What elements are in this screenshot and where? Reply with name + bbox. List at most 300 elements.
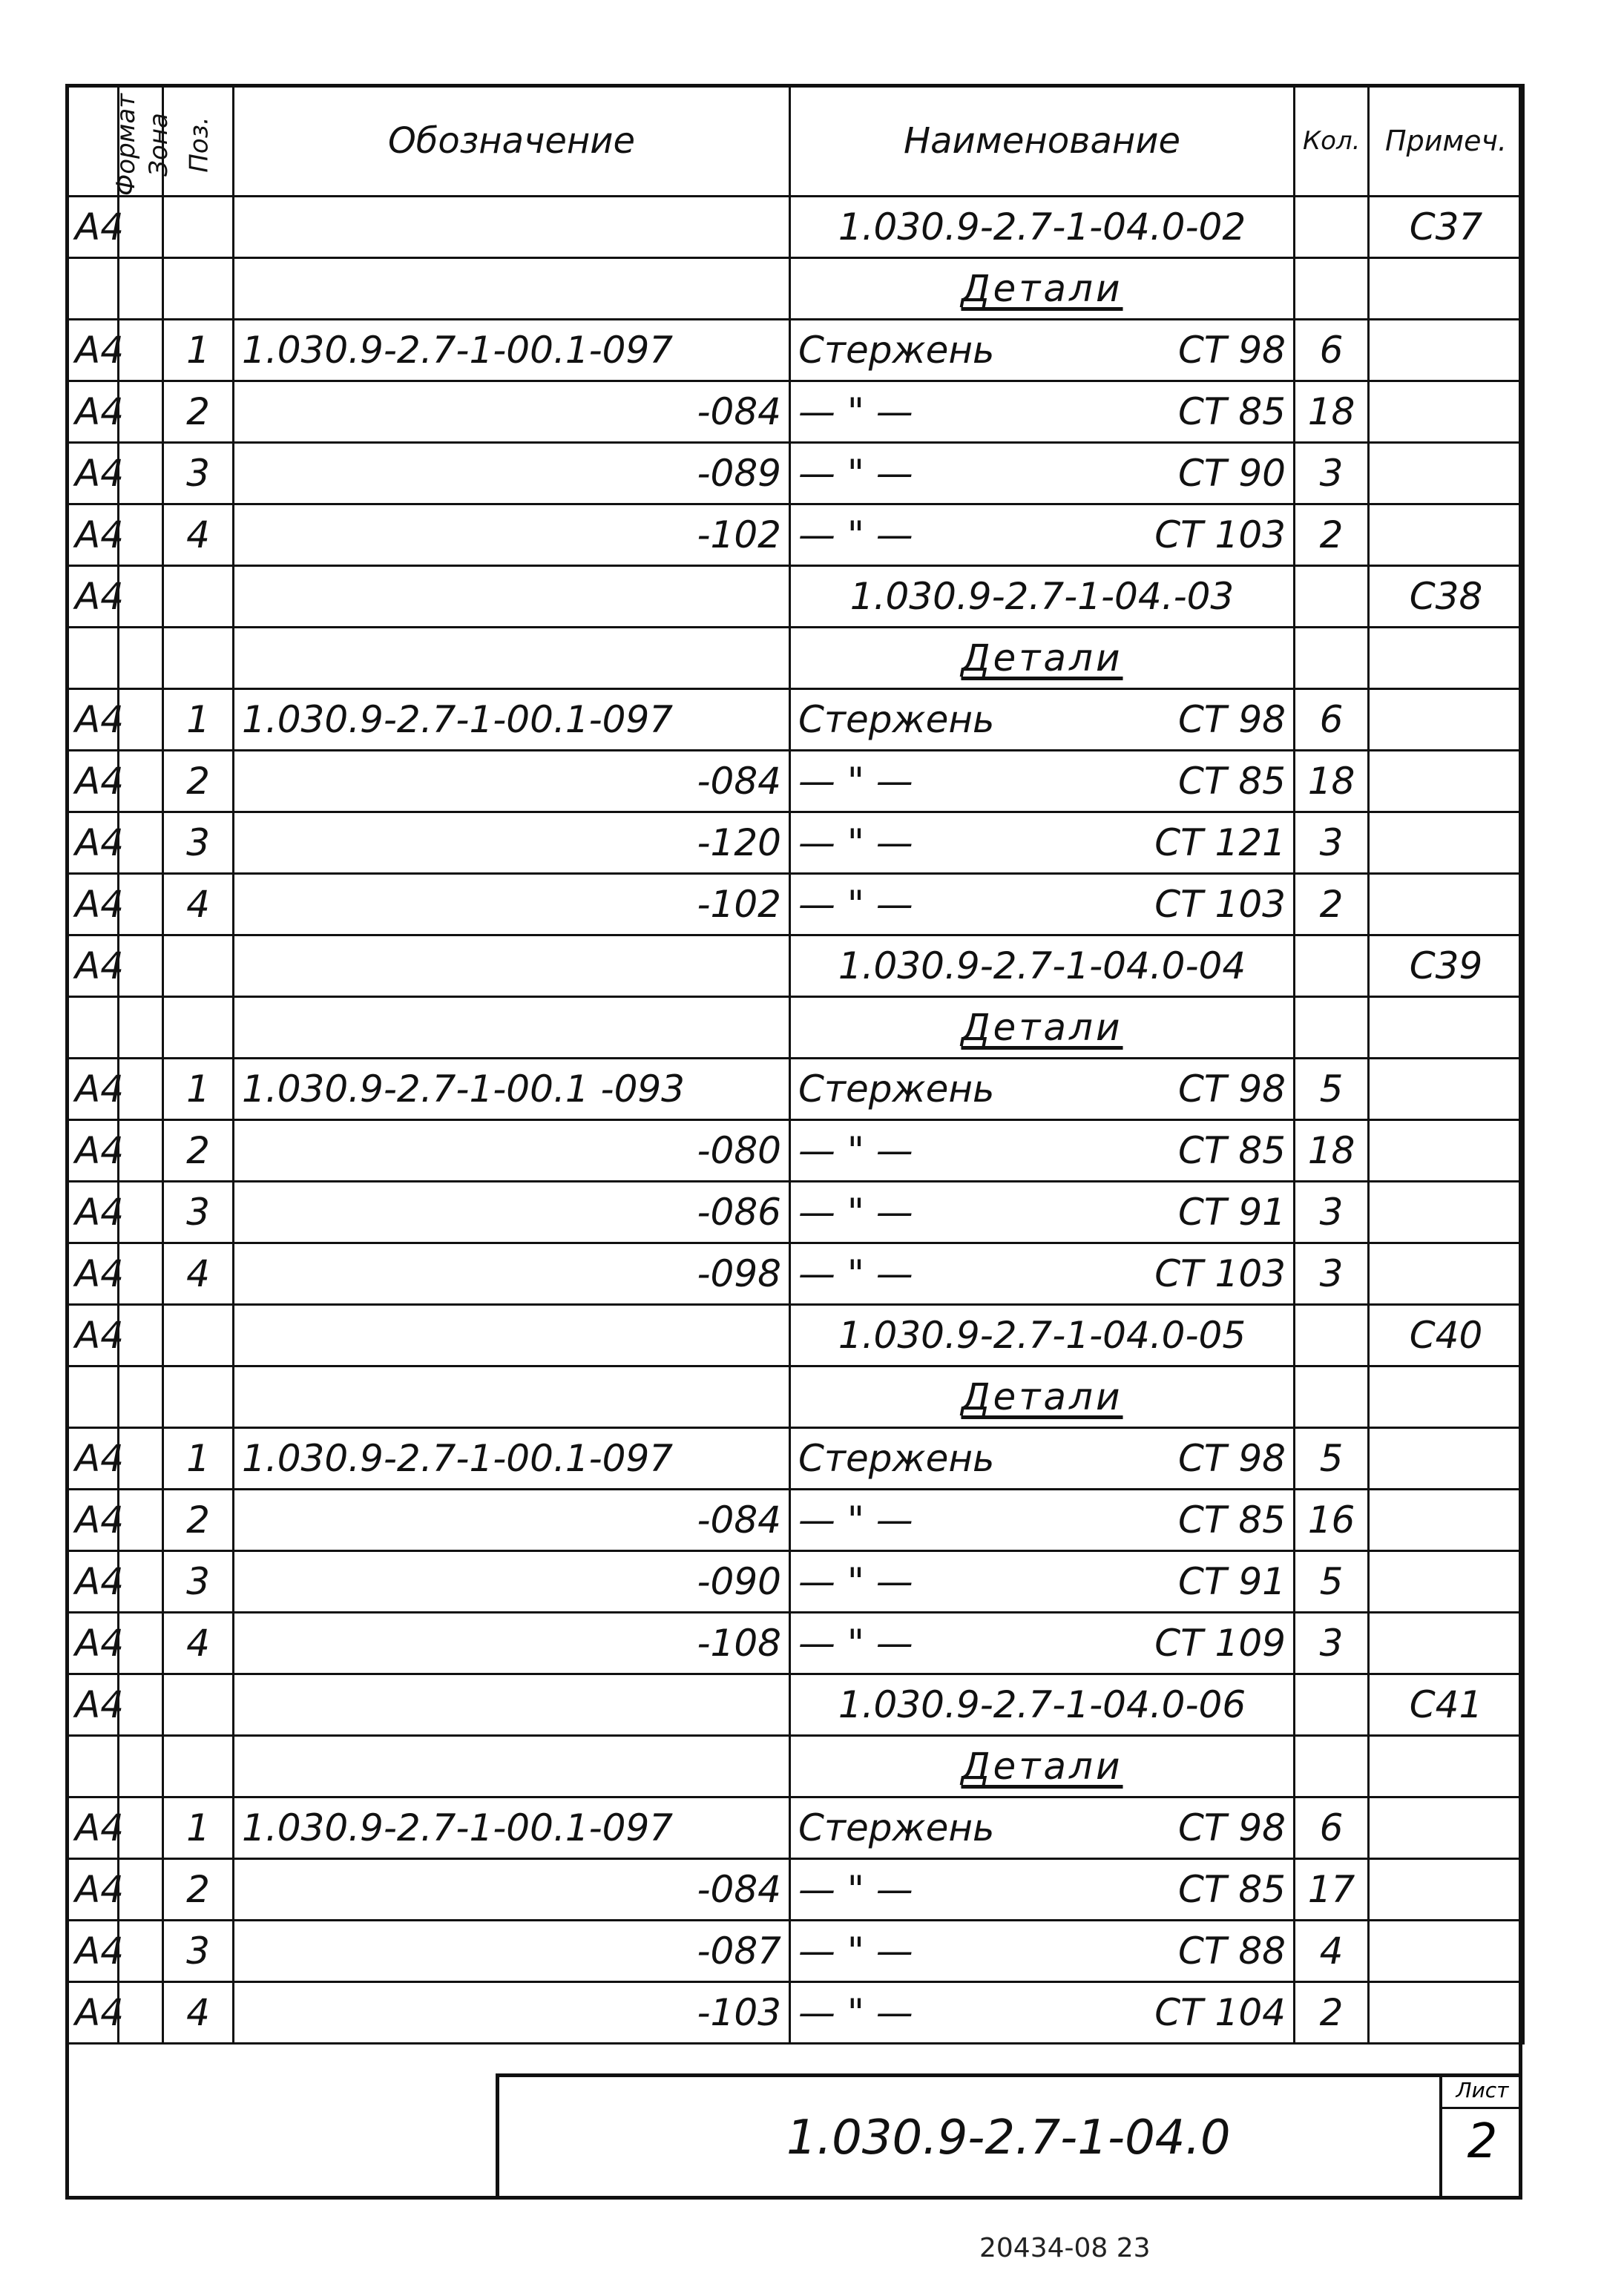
cell-format: А4 xyxy=(67,1921,119,1982)
cell-format xyxy=(67,997,119,1059)
part-name: — " — xyxy=(798,1560,913,1603)
table-row xyxy=(67,381,1524,443)
cell-pos xyxy=(163,1736,234,1797)
part-name: — " — xyxy=(798,1930,913,1973)
cell-zone xyxy=(119,1366,163,1428)
cell-qty: 18 xyxy=(1295,1120,1369,1182)
cell-note: С41 xyxy=(1369,1674,1524,1736)
cell-note xyxy=(1369,997,1524,1059)
cell-qty: 17 xyxy=(1295,1859,1369,1921)
cell-zone xyxy=(119,689,163,751)
cell-name xyxy=(790,1428,1295,1490)
cell-note xyxy=(1369,812,1524,874)
cell-zone xyxy=(119,1613,163,1674)
cell-format: А4 xyxy=(67,1613,119,1674)
table-row xyxy=(67,1059,1524,1120)
cell-zone xyxy=(119,1859,163,1921)
assembly-code: 1.030.9-2.7-1-04.0-02 xyxy=(838,205,1246,249)
table-row xyxy=(67,1243,1524,1305)
cell-note xyxy=(1369,1490,1524,1551)
cell-note xyxy=(1369,443,1524,504)
cell-qty xyxy=(1295,935,1369,997)
cell-name xyxy=(790,1120,1295,1182)
cell-designation xyxy=(234,566,790,628)
cell-format: А4 xyxy=(67,504,119,566)
cell-zone xyxy=(119,1797,163,1859)
cell-format: А4 xyxy=(67,1120,119,1182)
table-row xyxy=(67,689,1524,751)
cell-pos: 4 xyxy=(163,1982,234,2044)
header-format: Формат xyxy=(67,85,119,197)
cell-qty xyxy=(1295,197,1369,258)
cell-name xyxy=(790,1613,1295,1674)
cell-format xyxy=(67,628,119,689)
cell-note xyxy=(1369,1982,1524,2044)
cell-designation: -089 xyxy=(234,443,790,504)
cell-designation: 1.030.9-2.7-1-00.1 -093 xyxy=(234,1059,790,1120)
table-row xyxy=(67,320,1524,381)
part-name: — " — xyxy=(798,513,913,556)
cell-name xyxy=(790,1243,1295,1305)
cell-designation: -120 xyxy=(234,812,790,874)
cell-note xyxy=(1369,381,1524,443)
header-note: Примеч. xyxy=(1369,85,1524,197)
cell-note xyxy=(1369,1243,1524,1305)
cell-note xyxy=(1369,874,1524,935)
cell-name xyxy=(790,1551,1295,1613)
part-name: — " — xyxy=(798,390,913,433)
cell-format: А4 xyxy=(67,197,119,258)
cell-note: С39 xyxy=(1369,935,1524,997)
cell-note xyxy=(1369,1059,1524,1120)
cell-pos: 1 xyxy=(163,320,234,381)
cell-designation: -086 xyxy=(234,1182,790,1243)
cell-pos xyxy=(163,1366,234,1428)
header-designation: Обозначение xyxy=(234,85,790,197)
specification-table xyxy=(65,84,1525,2045)
steel-mark: СТ 109 xyxy=(1154,1622,1286,1665)
table-row xyxy=(67,1551,1524,1613)
cell-pos: 1 xyxy=(163,1797,234,1859)
cell-format: А4 xyxy=(67,320,119,381)
cell-note: С38 xyxy=(1369,566,1524,628)
cell-pos: 3 xyxy=(163,1551,234,1613)
cell-zone xyxy=(119,1982,163,2044)
table-row xyxy=(67,1366,1524,1428)
cell-name xyxy=(790,1366,1295,1428)
cell-pos: 3 xyxy=(163,443,234,504)
assembly-code: 1.030.9-2.7-1-04.0-04 xyxy=(838,944,1246,987)
cell-zone xyxy=(119,997,163,1059)
table-row xyxy=(67,751,1524,812)
cell-pos: 2 xyxy=(163,1120,234,1182)
cell-qty: 3 xyxy=(1295,1613,1369,1674)
cell-name xyxy=(790,320,1295,381)
cell-note xyxy=(1369,628,1524,689)
cell-designation xyxy=(234,1305,790,1366)
part-name: Стержень xyxy=(798,698,995,741)
sheet-label: Лист xyxy=(1442,2073,1522,2109)
cell-qty: 6 xyxy=(1295,689,1369,751)
table-row xyxy=(67,1613,1524,1674)
cell-qty: 2 xyxy=(1295,504,1369,566)
cell-format: А4 xyxy=(67,1859,119,1921)
table-row xyxy=(67,1490,1524,1551)
part-name: — " — xyxy=(798,1129,913,1172)
cell-pos: 3 xyxy=(163,812,234,874)
cell-qty: 2 xyxy=(1295,874,1369,935)
cell-zone xyxy=(119,1674,163,1736)
header-zone: Зона xyxy=(119,85,163,197)
table-row xyxy=(67,997,1524,1059)
cell-zone xyxy=(119,1243,163,1305)
cell-designation: 1.030.9-2.7-1-00.1-097 xyxy=(234,320,790,381)
cell-format xyxy=(67,258,119,320)
cell-qty: 4 xyxy=(1295,1921,1369,1982)
cell-name xyxy=(790,689,1295,751)
cell-note xyxy=(1369,1366,1524,1428)
cell-note xyxy=(1369,1736,1524,1797)
cell-zone xyxy=(119,1490,163,1551)
cell-pos: 4 xyxy=(163,504,234,566)
cell-designation xyxy=(234,1674,790,1736)
cell-format: А4 xyxy=(67,689,119,751)
cell-zone xyxy=(119,1428,163,1490)
cell-format: А4 xyxy=(67,566,119,628)
cell-note xyxy=(1369,1797,1524,1859)
steel-mark: СТ 103 xyxy=(1154,883,1286,926)
steel-mark: СТ 85 xyxy=(1178,1499,1286,1542)
cell-qty: 3 xyxy=(1295,443,1369,504)
steel-mark: СТ 91 xyxy=(1178,1191,1286,1234)
cell-name xyxy=(790,1982,1295,2044)
table-row xyxy=(67,258,1524,320)
cell-name xyxy=(790,1859,1295,1921)
cell-note xyxy=(1369,1120,1524,1182)
table-row xyxy=(67,566,1524,628)
table-row xyxy=(67,935,1524,997)
cell-name xyxy=(790,1797,1295,1859)
cell-note xyxy=(1369,1921,1524,1982)
cell-zone xyxy=(119,812,163,874)
cell-name xyxy=(790,935,1295,997)
cell-format: А4 xyxy=(67,1797,119,1859)
assembly-code: 1.030.9-2.7-1-04.0-06 xyxy=(838,1683,1246,1726)
table-row xyxy=(67,1797,1524,1859)
cell-zone xyxy=(119,1551,163,1613)
cell-name xyxy=(790,1305,1295,1366)
steel-mark: СТ 98 xyxy=(1178,329,1286,372)
cell-qty: 18 xyxy=(1295,751,1369,812)
cell-zone xyxy=(119,504,163,566)
part-name: — " — xyxy=(798,1991,913,2034)
cell-zone xyxy=(119,258,163,320)
cell-name xyxy=(790,1490,1295,1551)
cell-format: А4 xyxy=(67,935,119,997)
table-row xyxy=(67,1736,1524,1797)
cell-note xyxy=(1369,1428,1524,1490)
cell-format: А4 xyxy=(67,812,119,874)
assembly-code: 1.030.9-2.7-1-04.0-05 xyxy=(838,1314,1246,1357)
cell-zone xyxy=(119,1305,163,1366)
cell-designation: -084 xyxy=(234,1859,790,1921)
table-row xyxy=(67,197,1524,258)
table-row xyxy=(67,504,1524,566)
cell-designation xyxy=(234,935,790,997)
part-name: — " — xyxy=(798,1191,913,1234)
cell-pos xyxy=(163,1674,234,1736)
table-row xyxy=(67,1305,1524,1366)
cell-designation: -102 xyxy=(234,874,790,935)
cell-pos: 3 xyxy=(163,1182,234,1243)
cell-qty xyxy=(1295,1674,1369,1736)
cell-qty: 3 xyxy=(1295,1182,1369,1243)
cell-name xyxy=(790,874,1295,935)
cell-name xyxy=(790,197,1295,258)
cell-pos xyxy=(163,197,234,258)
cell-designation xyxy=(234,628,790,689)
cell-name xyxy=(790,381,1295,443)
cell-name xyxy=(790,997,1295,1059)
cell-designation: -084 xyxy=(234,381,790,443)
cell-note xyxy=(1369,1613,1524,1674)
cell-format: А4 xyxy=(67,1182,119,1243)
cell-qty: 2 xyxy=(1295,1982,1369,2044)
cell-name xyxy=(790,751,1295,812)
cell-zone xyxy=(119,197,163,258)
cell-format: А4 xyxy=(67,1243,119,1305)
cell-format: А4 xyxy=(67,381,119,443)
cell-name xyxy=(790,1182,1295,1243)
cell-qty xyxy=(1295,628,1369,689)
cell-designation: -108 xyxy=(234,1613,790,1674)
cell-pos: 4 xyxy=(163,874,234,935)
cell-zone xyxy=(119,1120,163,1182)
steel-mark: СТ 85 xyxy=(1178,390,1286,433)
part-name: — " — xyxy=(798,452,913,495)
steel-mark: СТ 98 xyxy=(1178,1068,1286,1111)
cell-qty xyxy=(1295,566,1369,628)
cell-zone xyxy=(119,566,163,628)
cell-designation: 1.030.9-2.7-1-00.1-097 xyxy=(234,1797,790,1859)
cell-qty: 5 xyxy=(1295,1551,1369,1613)
table-row xyxy=(67,1674,1524,1736)
steel-mark: СТ 98 xyxy=(1178,698,1286,741)
cell-pos: 2 xyxy=(163,381,234,443)
cell-pos: 1 xyxy=(163,1428,234,1490)
table-row xyxy=(67,1182,1524,1243)
table-row xyxy=(67,1428,1524,1490)
cell-format: А4 xyxy=(67,1674,119,1736)
cell-qty: 6 xyxy=(1295,1797,1369,1859)
cell-designation: -080 xyxy=(234,1120,790,1182)
cell-note xyxy=(1369,1182,1524,1243)
cell-zone xyxy=(119,935,163,997)
cell-format: А4 xyxy=(67,1305,119,1366)
part-name: Стержень xyxy=(798,1068,995,1111)
cell-format: А4 xyxy=(67,1982,119,2044)
cell-designation: -103 xyxy=(234,1982,790,2044)
cell-qty: 18 xyxy=(1295,381,1369,443)
cell-name xyxy=(790,1674,1295,1736)
cell-format: А4 xyxy=(67,1551,119,1613)
cell-zone xyxy=(119,381,163,443)
sheet-number-box xyxy=(1439,2073,1522,2200)
table-row xyxy=(67,1120,1524,1182)
cell-name xyxy=(790,812,1295,874)
assembly-code: 1.030.9-2.7-1-04.-03 xyxy=(849,575,1235,618)
steel-mark: СТ 121 xyxy=(1154,821,1286,864)
cell-name xyxy=(790,443,1295,504)
cell-designation xyxy=(234,1736,790,1797)
cell-qty: 3 xyxy=(1295,812,1369,874)
cell-format: А4 xyxy=(67,1490,119,1551)
cell-pos xyxy=(163,258,234,320)
cell-pos xyxy=(163,1305,234,1366)
cell-designation xyxy=(234,197,790,258)
cell-qty xyxy=(1295,1736,1369,1797)
cell-zone xyxy=(119,1182,163,1243)
header-qty: Кол. xyxy=(1295,85,1369,197)
cell-designation: 1.030.9-2.7-1-00.1-097 xyxy=(234,689,790,751)
cell-qty: 6 xyxy=(1295,320,1369,381)
section-title: Детали xyxy=(961,1375,1123,1418)
cell-note: С37 xyxy=(1369,197,1524,258)
cell-qty: 16 xyxy=(1295,1490,1369,1551)
steel-mark: СТ 90 xyxy=(1178,452,1286,495)
cell-format xyxy=(67,1736,119,1797)
cell-name xyxy=(790,566,1295,628)
cell-note xyxy=(1369,1551,1524,1613)
cell-note xyxy=(1369,258,1524,320)
sheet-number: 2 xyxy=(1467,2114,1498,2169)
part-name: — " — xyxy=(798,821,913,864)
cell-format: А4 xyxy=(67,751,119,812)
cell-qty: 3 xyxy=(1295,1243,1369,1305)
cell-zone xyxy=(119,1921,163,1982)
steel-mark: СТ 103 xyxy=(1154,513,1286,556)
cell-qty xyxy=(1295,258,1369,320)
cell-name xyxy=(790,258,1295,320)
cell-name xyxy=(790,1059,1295,1120)
part-name: — " — xyxy=(798,1622,913,1665)
cell-designation: -102 xyxy=(234,504,790,566)
table-row xyxy=(67,812,1524,874)
cell-pos: 2 xyxy=(163,1859,234,1921)
part-name: — " — xyxy=(798,1868,913,1911)
steel-mark: СТ 98 xyxy=(1178,1806,1286,1849)
cell-name xyxy=(790,1921,1295,1982)
cell-pos: 1 xyxy=(163,1059,234,1120)
steel-mark: СТ 88 xyxy=(1178,1930,1286,1973)
cell-format: А4 xyxy=(67,443,119,504)
steel-mark: СТ 98 xyxy=(1178,1437,1286,1480)
cell-qty xyxy=(1295,997,1369,1059)
cell-note xyxy=(1369,751,1524,812)
section-title: Детали xyxy=(961,637,1123,680)
header-pos: Поз. xyxy=(163,85,234,197)
cell-qty xyxy=(1295,1366,1369,1428)
cell-pos xyxy=(163,566,234,628)
cell-pos: 4 xyxy=(163,1613,234,1674)
part-name: — " — xyxy=(798,1252,913,1295)
cell-designation: -084 xyxy=(234,751,790,812)
steel-mark: СТ 104 xyxy=(1154,1991,1286,2034)
table-row xyxy=(67,628,1524,689)
cell-pos: 3 xyxy=(163,1921,234,1982)
cell-designation: -090 xyxy=(234,1551,790,1613)
part-name: — " — xyxy=(798,1499,913,1542)
cell-zone xyxy=(119,628,163,689)
cell-qty: 5 xyxy=(1295,1059,1369,1120)
cell-pos: 4 xyxy=(163,1243,234,1305)
table-row xyxy=(67,443,1524,504)
part-name: — " — xyxy=(798,760,913,803)
cell-zone xyxy=(119,320,163,381)
cell-designation xyxy=(234,258,790,320)
cell-designation: 1.030.9-2.7-1-00.1-097 xyxy=(234,1428,790,1490)
table-row xyxy=(67,1859,1524,1921)
cell-designation: -087 xyxy=(234,1921,790,1982)
table-row xyxy=(67,1921,1524,1982)
section-title: Детали xyxy=(961,1006,1123,1049)
steel-mark: СТ 85 xyxy=(1178,1129,1286,1172)
document-code: 1.030.9-2.7-1-04.0 xyxy=(786,2111,1231,2165)
steel-mark: СТ 91 xyxy=(1178,1560,1286,1603)
header-row xyxy=(67,85,1524,197)
cell-designation: -084 xyxy=(234,1490,790,1551)
cell-note xyxy=(1369,504,1524,566)
header-name: Наименование xyxy=(790,85,1295,197)
cell-zone xyxy=(119,1736,163,1797)
cell-zone xyxy=(119,874,163,935)
cell-designation xyxy=(234,1366,790,1428)
part-name: Стержень xyxy=(798,329,995,372)
cell-pos: 2 xyxy=(163,1490,234,1551)
archive-number: 20434-08 23 xyxy=(979,2233,1151,2263)
steel-mark: СТ 85 xyxy=(1178,760,1286,803)
section-title: Детали xyxy=(961,1745,1123,1788)
cell-name xyxy=(790,1736,1295,1797)
cell-note xyxy=(1369,689,1524,751)
steel-mark: СТ 85 xyxy=(1178,1868,1286,1911)
cell-name xyxy=(790,504,1295,566)
cell-format: А4 xyxy=(67,874,119,935)
cell-format: А4 xyxy=(67,1059,119,1120)
cell-format: А4 xyxy=(67,1428,119,1490)
section-title: Детали xyxy=(961,267,1123,310)
cell-qty xyxy=(1295,1305,1369,1366)
part-name: Стержень xyxy=(798,1437,995,1480)
table-row xyxy=(67,1982,1524,2044)
cell-zone xyxy=(119,1059,163,1120)
cell-format xyxy=(67,1366,119,1428)
part-name: Стержень xyxy=(798,1806,995,1849)
cell-designation: -098 xyxy=(234,1243,790,1305)
cell-note xyxy=(1369,320,1524,381)
cell-pos xyxy=(163,628,234,689)
cell-qty: 5 xyxy=(1295,1428,1369,1490)
table-row xyxy=(67,874,1524,935)
cell-zone xyxy=(119,443,163,504)
cell-note xyxy=(1369,1859,1524,1921)
cell-pos: 1 xyxy=(163,689,234,751)
cell-note: С40 xyxy=(1369,1305,1524,1366)
cell-zone xyxy=(119,751,163,812)
cell-name xyxy=(790,628,1295,689)
steel-mark: СТ 103 xyxy=(1154,1252,1286,1295)
cell-designation xyxy=(234,997,790,1059)
